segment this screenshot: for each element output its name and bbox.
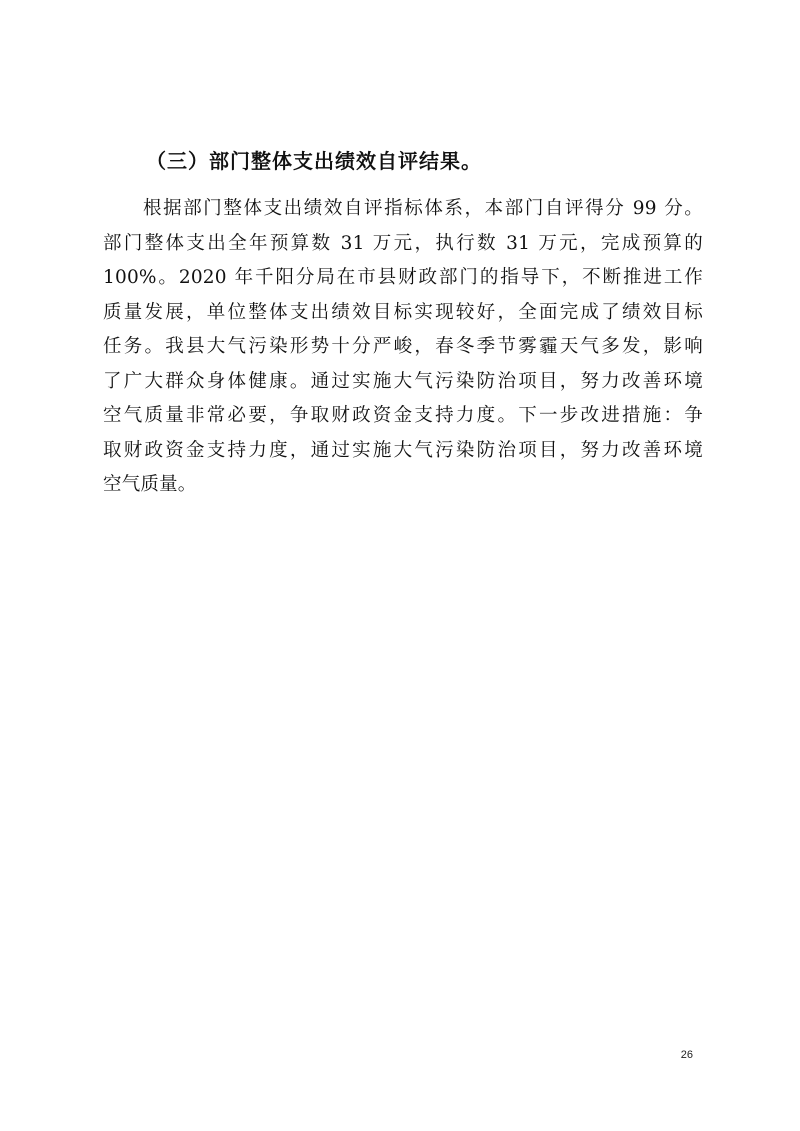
paragraph-line: 空气质量非常必要，争取财政资金支持力度。下一步改进措施：争 [103, 405, 703, 426]
page-number: 26 [680, 1049, 693, 1061]
paragraph-line: 取财政资金支持力度，通过实施大气污染防治项目，努力改善环境 [103, 439, 703, 461]
paragraph-line: 了广大群众身体健康。通过实施大气污染防治项目，努力改善环境 [103, 370, 703, 392]
paragraph-line: 100%。2020 年千阳分局在市县财政部门的指导下，不断推进工作 [103, 267, 703, 288]
paragraph-line: 质量发展，单位整体支出绩效目标实现较好，全面完成了绩效目标 [103, 301, 703, 323]
body-paragraph [103, 192, 703, 503]
paragraph-line: 根据部门整体支出绩效自评指标体系，本部门自评得分 99 分。 [143, 198, 703, 219]
paragraph-line: 空气质量。 [103, 474, 197, 495]
section-heading: （三）部门整体支出绩效自评结果。 [146, 149, 482, 173]
paragraph-line: 部门整体支出全年预算数 31 万元，执行数 31 万元，完成预算的 [103, 232, 703, 254]
paragraph-line: 任务。我县大气污染形势十分严峻，春冬季节雾霾天气多发，影响 [103, 336, 703, 357]
